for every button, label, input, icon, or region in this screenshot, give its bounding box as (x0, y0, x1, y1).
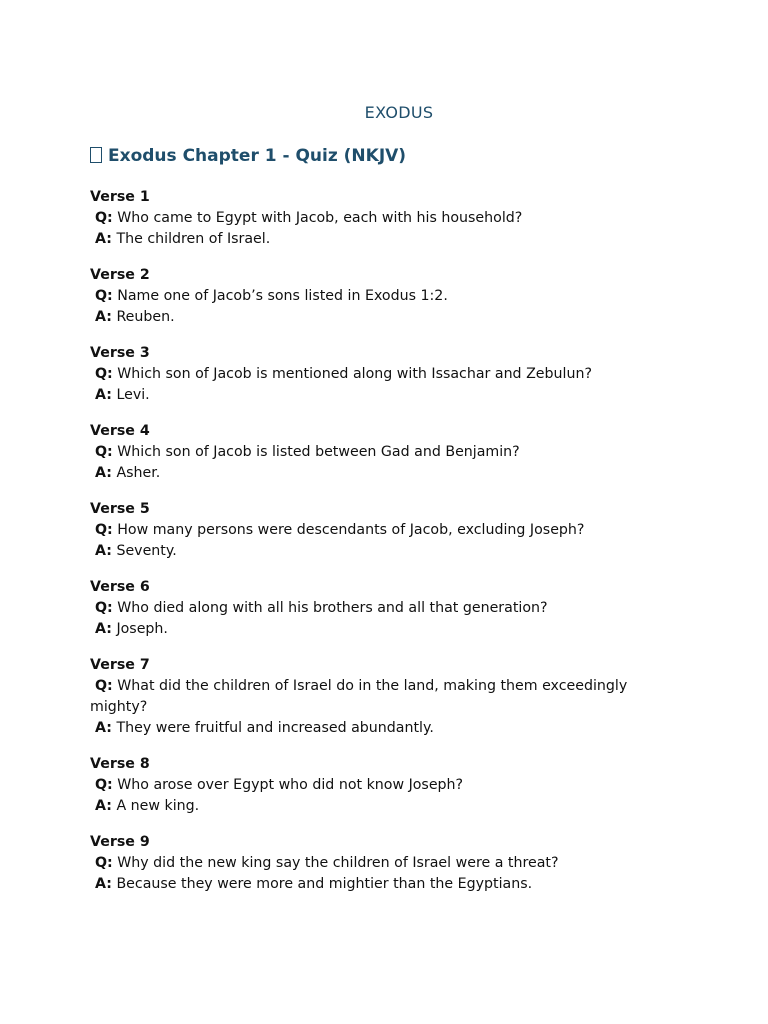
verse-item-9 (90, 832, 680, 895)
verse-label: Verse 5 (90, 501, 150, 517)
verse-item-6 (90, 577, 680, 640)
question-tag: Q: (95, 600, 113, 616)
answer-tag: A: (95, 720, 112, 736)
verse-item-1 (90, 187, 680, 250)
question-tag: Q: (95, 777, 113, 793)
question-text: Which son of Jacob is listed between Gad and Benjamin? (117, 444, 520, 460)
book-icon (90, 147, 102, 163)
verse-label: Verse 7 (90, 657, 150, 673)
answer-text: Because they were more and mightier than the Egyptians. (116, 876, 533, 892)
answer-tag: A: (95, 231, 112, 247)
answer-line (90, 229, 680, 250)
question-tag: Q: (95, 366, 113, 382)
answer-tag: A: (95, 309, 112, 325)
page-header: EXODUS (364, 103, 434, 122)
answer-line (90, 619, 680, 640)
verse-list (90, 187, 680, 910)
answer-tag: A: (95, 465, 112, 481)
question-line (90, 676, 680, 718)
question-line (90, 520, 680, 541)
answer-text: Joseph. (116, 621, 168, 637)
question-text: What did the children of Israel do in the land, making them exceedingly mighty? (90, 678, 628, 715)
question-tag: Q: (95, 678, 113, 694)
question-tag: Q: (95, 855, 113, 871)
verse-item-2 (90, 265, 680, 328)
answer-line (90, 541, 680, 562)
verse-label: Verse 1 (90, 189, 150, 205)
question-line (90, 775, 680, 796)
question-text: Who came to Egypt with Jacob, each with his household? (117, 210, 523, 226)
answer-line (90, 307, 680, 328)
quiz-title (90, 146, 406, 166)
question-line (90, 598, 680, 619)
question-line (90, 853, 680, 874)
answer-text: Reuben. (116, 309, 175, 325)
quiz-title-text: Exodus Chapter 1 - Quiz (NKJV) (108, 146, 407, 166)
answer-line (90, 463, 680, 484)
answer-tag: A: (95, 543, 112, 559)
answer-text: Asher. (116, 465, 161, 481)
verse-item-7 (90, 655, 680, 739)
question-tag: Q: (95, 288, 113, 304)
answer-text: Seventy. (116, 543, 177, 559)
answer-tag: A: (95, 876, 112, 892)
answer-line (90, 718, 680, 739)
question-line (90, 364, 680, 385)
verse-item-5 (90, 499, 680, 562)
question-text: Name one of Jacob’s sons listed in Exodus 1:2. (117, 288, 448, 304)
question-tag: Q: (95, 210, 113, 226)
verse-label: Verse 8 (90, 756, 150, 772)
answer-text: They were fruitful and increased abundantly. (116, 720, 434, 736)
answer-line (90, 385, 680, 406)
answer-tag: A: (95, 798, 112, 814)
verse-label: Verse 3 (90, 345, 150, 361)
verse-item-3 (90, 343, 680, 406)
answer-line (90, 874, 680, 895)
answer-text: The children of Israel. (116, 231, 271, 247)
verse-label: Verse 6 (90, 579, 150, 595)
answer-text: A new king. (116, 798, 200, 814)
answer-line (90, 796, 680, 817)
verse-item-8 (90, 754, 680, 817)
question-text: Which son of Jacob is mentioned along with Issachar and Zebulun? (117, 366, 592, 382)
verse-item-4 (90, 421, 680, 484)
question-tag: Q: (95, 444, 113, 460)
answer-tag: A: (95, 621, 112, 637)
verse-label: Verse 4 (90, 423, 150, 439)
answer-text: Levi. (116, 387, 150, 403)
question-text: Why did the new king say the children of Israel were a threat? (117, 855, 559, 871)
question-text: Who died along with all his brothers and all that generation? (117, 600, 548, 616)
question-line (90, 442, 680, 463)
question-text: How many persons were descendants of Jacob, excluding Joseph? (117, 522, 585, 538)
answer-tag: A: (95, 387, 112, 403)
question-tag: Q: (95, 522, 113, 538)
question-text: Who arose over Egypt who did not know Joseph? (117, 777, 464, 793)
verse-label: Verse 2 (90, 267, 150, 283)
question-line (90, 286, 680, 307)
verse-label: Verse 9 (90, 834, 150, 850)
question-line (90, 208, 680, 229)
